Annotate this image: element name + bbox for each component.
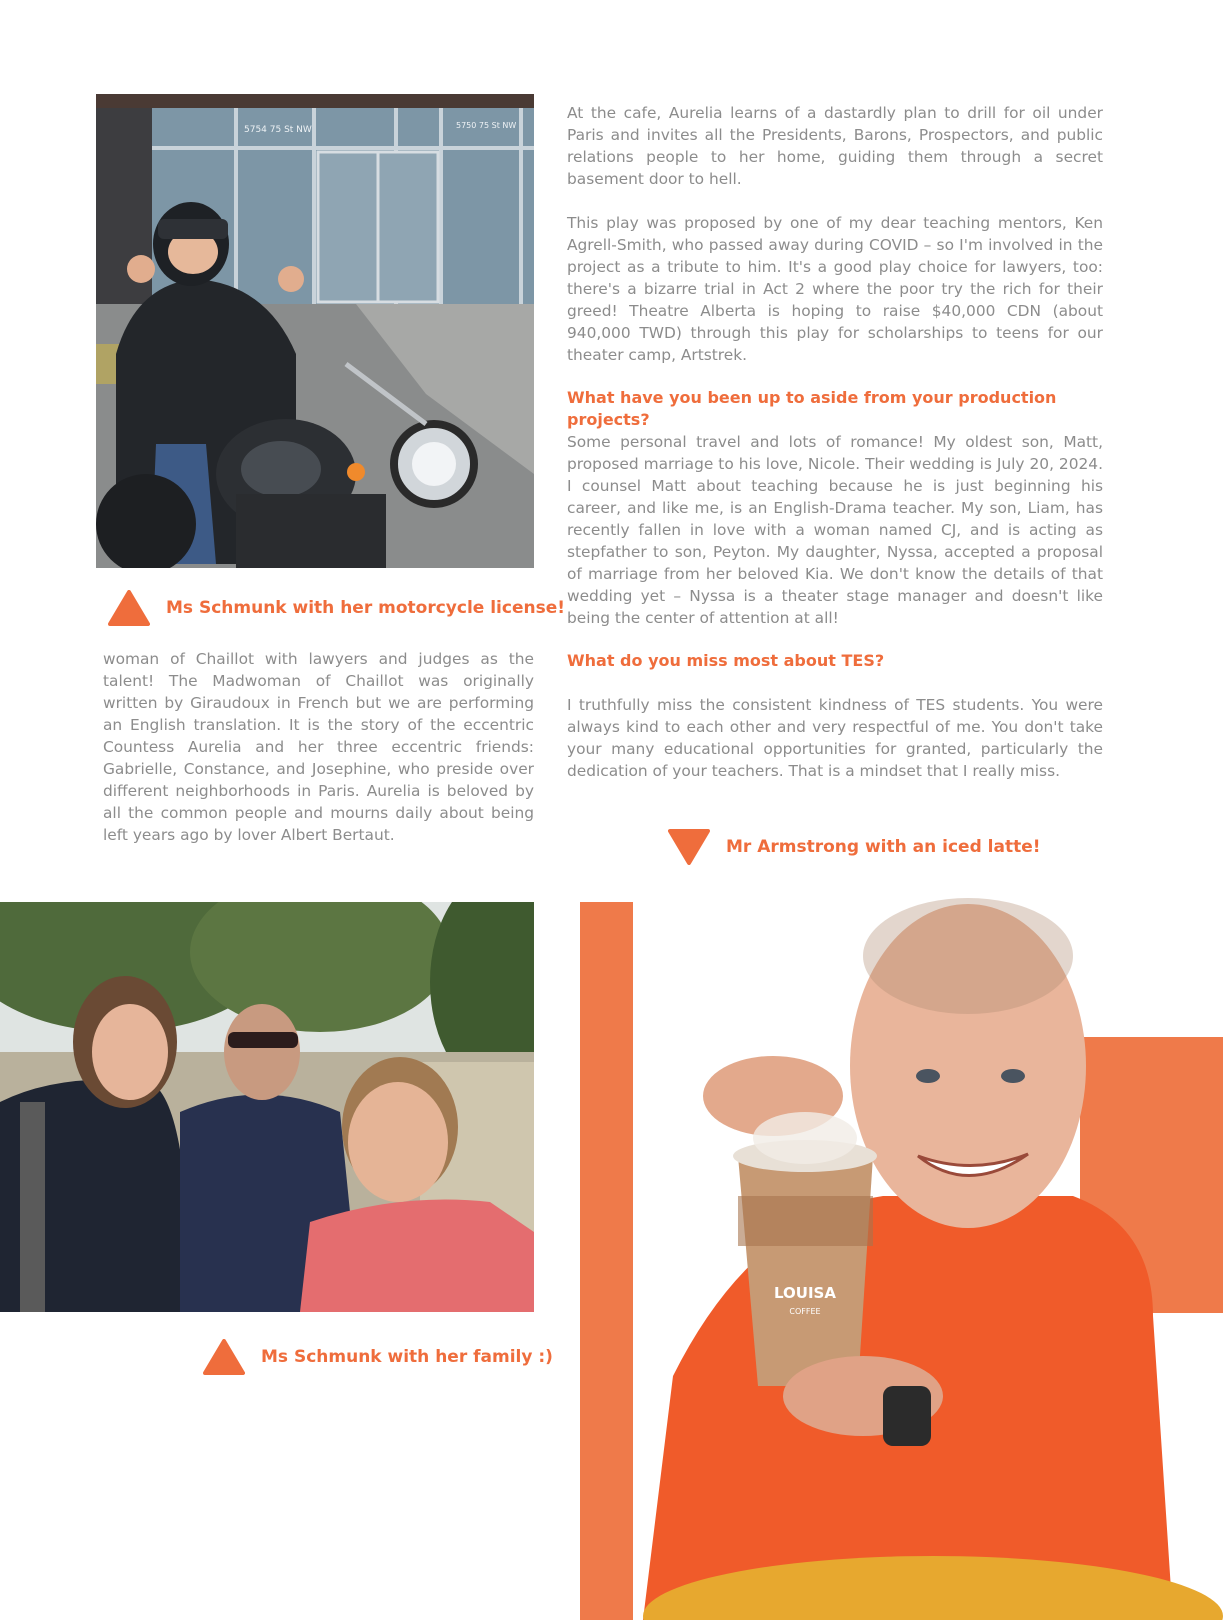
- latte-photo: [633, 896, 1223, 1620]
- orange-bar-left: [580, 902, 633, 1620]
- family-caption-text: Ms Schmunk with her family :): [261, 1347, 553, 1367]
- triangle-up-icon: [203, 1339, 245, 1375]
- left-column-paragraph: woman of Chaillot with lawyers and judges as the talent! The Madwoman of Chaillot was originally written by Giraudoux in French but we are performing an English translation. It is the story of the eccentric Countess Aurelia and her three eccentric friends: Gabrielle, Constance, and Josephine, who preside over different neighborhoods in Paris. Aurelia is beloved by all the common people and mourns daily about being left years ago by lover Albert Bertaut.: [103, 650, 534, 844]
- motorcycle-photo: [96, 94, 534, 568]
- address-sign-right: 5750 75 St NW: [456, 121, 517, 130]
- right-paragraph-2: This play was proposed by one of my dear teaching mentors, Ken Agrell-Smith, who passed away during COVID – so I'm involved in the project as a tribute to him. It's a good play choice for lawyers, too: there's a bizarre trial in Act 2 where the poor try the rich for their greed! Theatre Alberta is hoping to raise $40,000 CDN (about 940,000 TWD) through this play for scholarships to teens for our theater camp, Artstrek.: [567, 214, 1103, 364]
- right-paragraph-3: Some personal travel and lots of romance! My oldest son, Matt, proposed marriage to his love, Nicole. Their wedding is July 20, 2024. I counsel Matt about teaching because he is just beginning his career, and like me, is an English-Drama teacher. My son, Liam, has recently fallen in love with a woman named CJ, and is acting as stepfather to son, Peyton. My daughter, Nyssa, accepted a proposal of marriage from her beloved Kia. We don't know the details of that wedding yet – Nyssa is a theater stage manager and doesn't like being the center of attention at all!: [567, 433, 1103, 627]
- triangle-up-icon: [108, 590, 150, 626]
- latte-caption: [668, 829, 1041, 865]
- family-photo: [0, 902, 534, 1312]
- right-paragraph-1: At the cafe, Aurelia learns of a dastardly plan to drill for oil under Paris and invites all the Presidents, Barons, Prospectors, and public relations people to her home, guiding them through a secret basement door to hell.: [567, 104, 1103, 188]
- question-heading-2: What do you miss most about TES?: [567, 651, 885, 670]
- family-caption: [203, 1339, 553, 1375]
- latte-caption-text: Mr Armstrong with an iced latte!: [726, 837, 1041, 857]
- question-heading-1: What have you been up to aside from your production projects?: [567, 388, 1057, 429]
- address-sign-left: 5754 75 St NW: [244, 125, 312, 135]
- cup-sub-text: COFFEE: [789, 1307, 821, 1316]
- motorcycle-caption-text: Ms Schmunk with her motorcycle license!: [166, 598, 565, 618]
- triangle-down-icon: [668, 829, 710, 865]
- cup-brand-text: LOUISA: [774, 1284, 836, 1302]
- right-paragraph-4: I truthfully miss the consistent kindness of TES students. You were always kind to each other and very respectful of me. You don't take your many educational opportunities for granted, particularly the dedication of your teachers. That is a mindset that I really miss.: [567, 696, 1103, 780]
- motorcycle-caption: [108, 590, 565, 626]
